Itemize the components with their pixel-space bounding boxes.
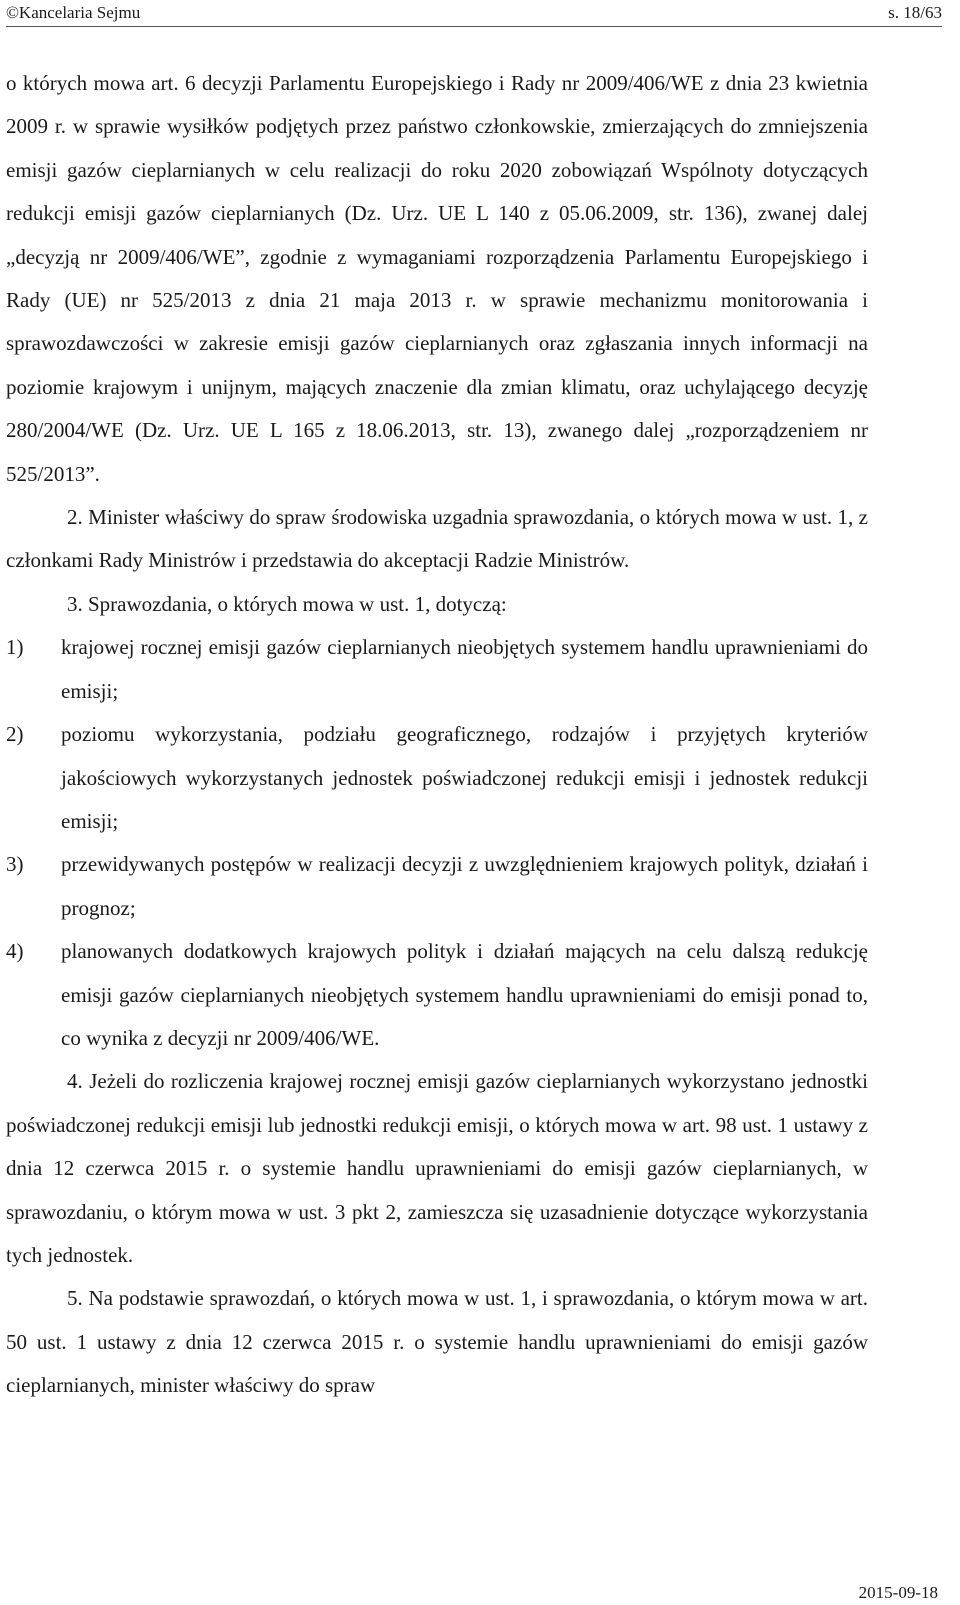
list-item-text: krajowej rocznej emisji gazów cieplarnianych nieobjętych systemem handlu uprawnieniami do emisji; [61, 635, 868, 703]
list-item-number: 2) [6, 722, 24, 747]
paragraph-4: 4. Jeżeli do rozliczenia krajowej rocznej emisji gazów cieplarnianych wykorzystano jednostki poświadczonej redukcji emisji lub jednostki redukcji emisji, o których mowa w art. 98 ust. 1 ustawy z dnia 12 czerwca 2015 r. o systemie handlu uprawnieniami do emisji gazów cieplarnianych, w sprawozdaniu, o którym mowa w ust. 3 pkt 2, zamieszcza się uzasadnienie dotyczące wykorzystania tych jednostek. [6, 1069, 868, 1267]
list-item [6, 843, 868, 930]
list-item [6, 930, 868, 1060]
list-item [6, 626, 868, 713]
paragraph-2: 2. Minister właściwy do spraw środowiska uzgadnia sprawozdania, o których mowa w ust. 1, z członkami Rady Ministrów i przedstawia do akceptacji Radzie Ministrów. [6, 505, 868, 573]
paragraph-3: 3. Sprawozdania, o których mowa w ust. 1, dotyczą: [67, 591, 507, 616]
list-item-number: 4) [6, 939, 24, 964]
list-item-number: 3) [6, 852, 24, 877]
list-item-text: przewidywanych postępów w realizacji decyzji z uwzględnieniem krajowych polityk, działań i prognoz; [61, 852, 868, 920]
list-item-text: poziomu wykorzystania, podziału geograficznego, rodzajów i przyjętych kryteriów jakościowych wykorzystanych jednostek poświadczonej redukcji emisji i jednostek redukcji emisji; [61, 722, 868, 833]
header-page-number: s. 18/63 [888, 3, 942, 22]
document-body [6, 62, 868, 1408]
paragraph-continuation: o których mowa art. 6 decyzji Parlamentu Europejskiego i Rady nr 2009/406/WE z dnia 23 kwietnia 2009 r. w sprawie wysiłków podjętych przez państwo członkowskie, zmierzających do zmniejszenia emisji gazów cieplarnianych w celu realizacji do roku 2020 zobowiązań Wspólnoty dotyczących redukcji emisji gazów cieplarnianych (Dz. Urz. UE L 140 z 05.06.2009, str. 136), zwanej dalej „decyzją nr 2009/406/WE”, zgodnie z wymaganiami rozporządzenia Parlamentu Europejskiego i Rady (UE) nr 525/2013 z dnia 21 maja 2013 r. w sprawie mechanizmu monitorowania i sprawozdawczości w zakresie emisji gazów cieplarnianych oraz zgłaszania innych informacji na poziomie krajowym i unijnym, mających znaczenie dla zmian klimatu, oraz uchylającego decyzję 280/2004/WE (Dz. Urz. UE L 165 z 18.06.2013, str. 13), zwanego dalej „rozporządzeniem nr 525/2013”. [6, 71, 868, 486]
page-header [6, 0, 942, 27]
list-item-text: planowanych dodatkowych krajowych polityk i działań mających na celu dalszą redukcję emisji gazów cieplarnianych nieobjętych systemem handlu uprawnieniami do emisji ponad to, co wynika z decyzji nr 2009/406/WE. [61, 939, 868, 1050]
list-item-number: 1) [6, 635, 24, 660]
header-copyright: ©Kancelaria Sejmu [6, 3, 141, 22]
list-item [6, 713, 868, 843]
footer-date: 2015-09-18 [858, 1583, 938, 1602]
paragraph-5: 5. Na podstawie sprawozdań, o których mowa w ust. 1, i sprawozdania, o którym mowa w art. 50 ust. 1 ustawy z dnia 12 czerwca 2015 r. o systemie handlu uprawnieniami do emisji gazów cieplarnianych, minister właściwy do spraw [6, 1286, 868, 1398]
